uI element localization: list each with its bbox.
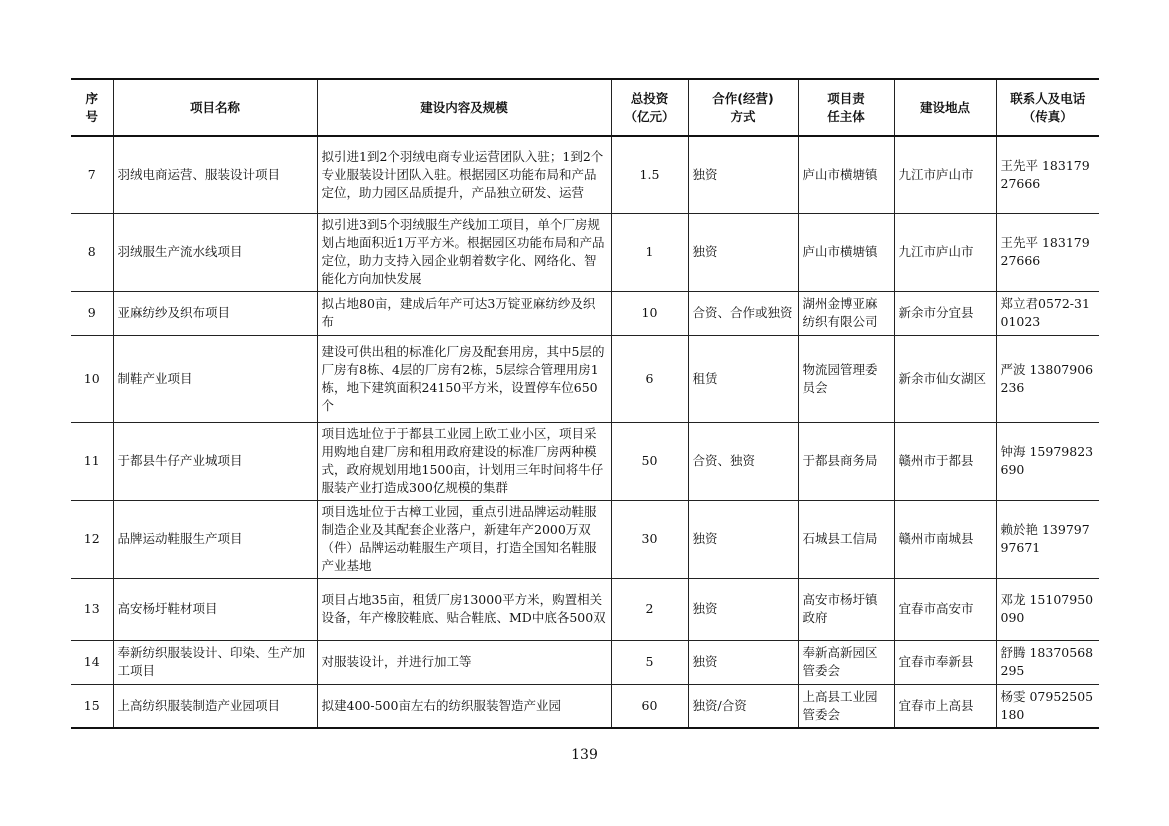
project-content: 拟引进1到2个羽绒电商专业运营团队入驻；1到2个专业服装设计团队入驻。根据园区功能布局和产品定位，助力园区品质提升，产品独立研发、运营 xyxy=(317,136,611,213)
project-name: 奉新纺织服装设计、印染、生产加工项目 xyxy=(113,640,317,684)
project-table xyxy=(71,78,1099,729)
project-name: 羽绒电商运营、服装设计项目 xyxy=(113,136,317,213)
construction-location: 新余市分宜县 xyxy=(894,291,996,335)
project-content: 项目占地35亩，租赁厂房13000平方米，购置相关设备，年产橡胶鞋底、贴合鞋底、MD中底各500双 xyxy=(317,578,611,640)
investment-amount: 1 xyxy=(611,213,688,291)
construction-location: 宜春市奉新县 xyxy=(894,640,996,684)
construction-location: 新余市仙女湖区 xyxy=(894,335,996,422)
investment-amount: 10 xyxy=(611,291,688,335)
contact-info: 钟海 15979823690 xyxy=(996,422,1099,500)
table-row xyxy=(71,136,1099,213)
header-seq: 序 号 xyxy=(71,79,113,136)
investment-amount: 1.5 xyxy=(611,136,688,213)
row-number: 12 xyxy=(71,500,113,578)
project-content: 建设可供出租的标准化厂房及配套用房，其中5层的厂房有8栋、4层的厂房有2栋，5层综合管理用房1栋，地下建筑面积24150平方米，设置停车位650个 xyxy=(317,335,611,422)
responsible-entity: 物流园管理委员会 xyxy=(798,335,894,422)
responsible-entity: 庐山市横塘镇 xyxy=(798,136,894,213)
contact-info: 赖於艳 13979797671 xyxy=(996,500,1099,578)
header-mode: 合作(经营) 方式 xyxy=(688,79,798,136)
cooperation-mode: 独资/合资 xyxy=(688,684,798,728)
table-row xyxy=(71,213,1099,291)
construction-location: 宜春市高安市 xyxy=(894,578,996,640)
header-location: 建设地点 xyxy=(894,79,996,136)
investment-amount: 50 xyxy=(611,422,688,500)
investment-amount: 30 xyxy=(611,500,688,578)
row-number: 13 xyxy=(71,578,113,640)
project-name: 于都县牛仔产业城项目 xyxy=(113,422,317,500)
row-number: 14 xyxy=(71,640,113,684)
construction-location: 九江市庐山市 xyxy=(894,213,996,291)
responsible-entity: 奉新高新园区管委会 xyxy=(798,640,894,684)
row-number: 15 xyxy=(71,684,113,728)
cooperation-mode: 独资 xyxy=(688,578,798,640)
project-name: 制鞋产业项目 xyxy=(113,335,317,422)
row-number: 9 xyxy=(71,291,113,335)
cooperation-mode: 独资 xyxy=(688,213,798,291)
investment-amount: 5 xyxy=(611,640,688,684)
investment-amount: 60 xyxy=(611,684,688,728)
cooperation-mode: 合资、独资 xyxy=(688,422,798,500)
table-row xyxy=(71,578,1099,640)
project-name: 品牌运动鞋服生产项目 xyxy=(113,500,317,578)
responsible-entity: 上高县工业园管委会 xyxy=(798,684,894,728)
contact-info: 杨雯 07952505180 xyxy=(996,684,1099,728)
cooperation-mode: 独资 xyxy=(688,136,798,213)
header-content: 建设内容及规模 xyxy=(317,79,611,136)
cooperation-mode: 独资 xyxy=(688,640,798,684)
project-content: 项目选址位于古樟工业园，重点引进品牌运动鞋服制造企业及其配套企业落户，新建年产2000万双（件）品牌运动鞋服生产项目，打造全国知名鞋服产业基地 xyxy=(317,500,611,578)
header-contact: 联系人及电话 （传真） xyxy=(996,79,1099,136)
project-content: 拟引进3到5个羽绒服生产线加工项目，单个厂房规划占地面积近1万平方米。根据园区功能布局和产品定位，助力支持入园企业朝着数字化、网络化、智能化方向加快发展 xyxy=(317,213,611,291)
project-name: 羽绒服生产流水线项目 xyxy=(113,213,317,291)
header-investment: 总投资 （亿元） xyxy=(611,79,688,136)
contact-info: 严波 13807906236 xyxy=(996,335,1099,422)
construction-location: 赣州市南城县 xyxy=(894,500,996,578)
investment-amount: 6 xyxy=(611,335,688,422)
contact-info: 王先平 18317927666 xyxy=(996,213,1099,291)
header-project-name: 项目名称 xyxy=(113,79,317,136)
project-name: 上高纺织服装制造产业园项目 xyxy=(113,684,317,728)
contact-info: 王先平 18317927666 xyxy=(996,136,1099,213)
cooperation-mode: 租赁 xyxy=(688,335,798,422)
responsible-entity: 湖州金博亚麻纺织有限公司 xyxy=(798,291,894,335)
row-number: 11 xyxy=(71,422,113,500)
table-row xyxy=(71,291,1099,335)
cooperation-mode: 独资 xyxy=(688,500,798,578)
project-content: 拟占地80亩，建成后年产可达3万锭亚麻纺纱及织布 xyxy=(317,291,611,335)
construction-location: 赣州市于都县 xyxy=(894,422,996,500)
table-row xyxy=(71,500,1099,578)
project-content: 对服装设计，并进行加工等 xyxy=(317,640,611,684)
investment-amount: 2 xyxy=(611,578,688,640)
table-row xyxy=(71,684,1099,728)
project-name: 亚麻纺纱及织布项目 xyxy=(113,291,317,335)
row-number: 7 xyxy=(71,136,113,213)
responsible-entity: 高安市杨圩镇政府 xyxy=(798,578,894,640)
project-content: 项目选址位于于都县工业园上欧工业小区，项目采用购地自建厂房和租用政府建设的标准厂房两种模式，政府规划用地1500亩，计划用三年时间将牛仔服装产业打造成300亿规模的集群 xyxy=(317,422,611,500)
cooperation-mode: 合资、合作或独资 xyxy=(688,291,798,335)
header-owner: 项目责 任主体 xyxy=(798,79,894,136)
table-row xyxy=(71,422,1099,500)
project-content: 拟建400-500亩左右的纺织服装智造产业园 xyxy=(317,684,611,728)
contact-info: 邓龙 15107950090 xyxy=(996,578,1099,640)
page-number: 139 xyxy=(571,747,598,763)
responsible-entity: 庐山市横塘镇 xyxy=(798,213,894,291)
row-number: 10 xyxy=(71,335,113,422)
table-header-row xyxy=(71,79,1099,136)
row-number: 8 xyxy=(71,213,113,291)
project-name: 高安杨圩鞋材项目 xyxy=(113,578,317,640)
responsible-entity: 于都县商务局 xyxy=(798,422,894,500)
responsible-entity: 石城县工信局 xyxy=(798,500,894,578)
construction-location: 宜春市上高县 xyxy=(894,684,996,728)
contact-info: 舒腾 18370568295 xyxy=(996,640,1099,684)
contact-info: 郑立君0572-3101023 xyxy=(996,291,1099,335)
table-row xyxy=(71,335,1099,422)
construction-location: 九江市庐山市 xyxy=(894,136,996,213)
table-row xyxy=(71,640,1099,684)
